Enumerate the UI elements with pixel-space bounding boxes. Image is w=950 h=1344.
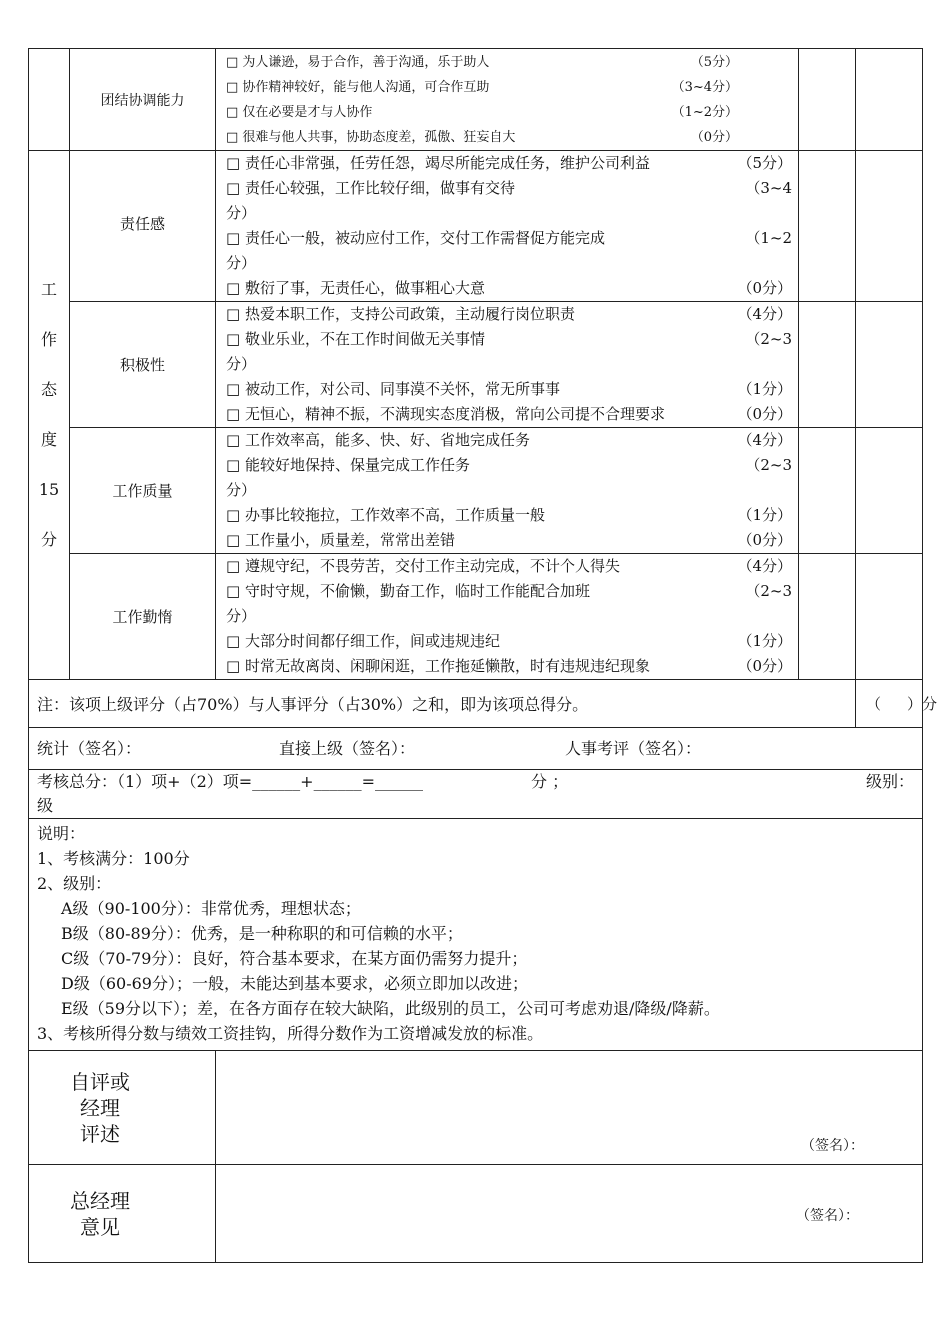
option-points: （5分）	[690, 55, 738, 70]
hr-score-cell[interactable]	[856, 554, 923, 680]
option-row[interactable]	[216, 629, 798, 654]
option-text: □ 守时守规，不偷懒，勤奋工作，临时工作能配合加班	[226, 582, 590, 600]
quality-row	[29, 428, 923, 554]
self-review-label	[29, 1051, 216, 1165]
option-row[interactable]	[216, 151, 798, 176]
self-review-label-line: 评述	[80, 1121, 120, 1146]
option-row[interactable]	[216, 226, 798, 276]
responsibility-options	[216, 151, 799, 302]
option-points: （3~4分）	[671, 80, 738, 95]
option-row[interactable]	[216, 579, 798, 629]
vertical-char: 态	[40, 380, 57, 399]
option-row[interactable]	[216, 75, 798, 100]
hr-signature-label: 人事考评（签名）：	[565, 739, 702, 758]
option-points: （0分）	[737, 657, 792, 675]
signature-row	[29, 728, 923, 770]
level-title: 2、级别：	[37, 874, 112, 893]
option-text: □ 敬业乐业，不在工作时间做无关事情	[226, 330, 485, 348]
gm-opinion-label-line: 总经理	[70, 1188, 130, 1213]
gm-opinion-label	[29, 1165, 216, 1263]
blank-dimension-cell	[29, 49, 70, 151]
option-row[interactable]	[216, 453, 798, 503]
total-row	[29, 770, 923, 819]
option-points: （4分）	[737, 305, 792, 323]
option-points: （2~3	[745, 330, 792, 348]
option-points-cont: 分）	[226, 204, 257, 222]
score-close: ）分	[907, 695, 938, 713]
note-text: 注：该项上级评分（占70%）与人事评分（占30%）之和，即为该项总得分。	[29, 680, 856, 728]
responsibility-row	[29, 151, 923, 302]
vertical-char: 工	[40, 280, 57, 299]
option-points: （0分）	[737, 531, 792, 549]
option-points-cont: 分）	[226, 607, 257, 625]
option-points: （1~2	[745, 229, 792, 247]
option-row[interactable]	[216, 100, 798, 125]
section-score-cell[interactable]	[856, 680, 938, 728]
option-text: □ 责任心一般，被动应付工作，交付工作需督促方能完成	[226, 229, 605, 247]
explanation-cell	[29, 819, 923, 1051]
option-row[interactable]	[216, 402, 798, 427]
option-text: □ 时常无故离岗、闲聊闲逛，工作拖延懒散，时有违规违纪现象	[226, 657, 650, 675]
team-label: 团结协调能力	[70, 49, 216, 151]
score-open: （	[866, 695, 882, 713]
vertical-char: 分	[40, 530, 57, 549]
stats-signature-label: 统计（签名）：	[37, 739, 142, 758]
diligence-row	[29, 554, 923, 680]
self-review-input[interactable]	[216, 1051, 923, 1165]
total-unit: 分 ；	[531, 772, 569, 791]
option-text: □ 仅在必要是才与人协作	[226, 105, 373, 120]
self-review-sign-label: （签名）：	[801, 1138, 864, 1154]
level-label: 级别：	[865, 772, 914, 791]
supervisor-score-cell[interactable]	[799, 554, 856, 680]
self-review-label-line: 自评或	[70, 1069, 130, 1094]
work-attitude-dimension	[29, 151, 70, 680]
option-text: □ 办事比较拖拉，工作效率不高，工作质量一般	[226, 506, 545, 524]
option-text: □ 敷衍了事，无责任心，做事粗心大意	[226, 279, 485, 297]
option-row[interactable]	[216, 176, 798, 226]
quality-label: 工作质量	[70, 428, 216, 554]
option-points-cont: 分）	[226, 355, 257, 373]
initiative-row	[29, 302, 923, 428]
diligence-options	[216, 554, 799, 680]
option-text: □ 工作效率高，能多、快、好、省地完成任务	[226, 431, 530, 449]
option-points: （4分）	[737, 557, 792, 575]
option-row[interactable]	[216, 654, 798, 679]
full-score-item: 1、考核满分：100分	[37, 849, 190, 868]
initiative-options	[216, 302, 799, 428]
option-row[interactable]	[216, 276, 798, 301]
responsibility-label: 责任感	[70, 151, 216, 302]
option-text: □ 大部分时间都仔细工作，间或违规违纪	[226, 632, 500, 650]
self-review-row	[29, 1051, 923, 1165]
initiative-label: 积极性	[70, 302, 216, 428]
hr-score-cell[interactable]	[856, 428, 923, 554]
note-row	[29, 680, 923, 728]
option-row[interactable]	[216, 50, 798, 75]
option-text: □ 被动工作，对公司、同事漠不关怀，常无所事事	[226, 380, 560, 398]
level-a: A级（90-100分）：非常优秀，理想状态；	[61, 899, 361, 918]
gm-opinion-row	[29, 1165, 923, 1263]
hr-score-cell[interactable]	[856, 302, 923, 428]
option-text: □ 责任心较强，工作比较仔细，做事有交待	[226, 179, 515, 197]
quality-options	[216, 428, 799, 554]
option-points-cont: 分）	[226, 254, 257, 272]
option-points: （1分）	[737, 632, 792, 650]
option-points: （2~3	[745, 456, 792, 474]
vertical-char: 15	[38, 480, 60, 499]
option-text: □ 为人谦逊，易于合作，善于沟通，乐于助人	[226, 55, 490, 70]
option-points: （3~4	[745, 179, 792, 197]
option-text: □ 工作量小，质量差，常常出差错	[226, 531, 455, 549]
option-text: □ 热爱本职工作，支持公司政策，主动履行岗位职责	[226, 305, 575, 323]
gm-opinion-label-line: 意见	[80, 1214, 120, 1239]
level-c: C级（70-79分）：良好，符合基本要求，在某方面仍需努力提升；	[61, 949, 528, 968]
option-row[interactable]	[216, 503, 798, 528]
level-d: D级（60-69分）；一般，未能达到基本要求，必须立即加以改进；	[61, 974, 528, 993]
supervisor-signature-label: 直接上级（签名）：	[279, 739, 416, 758]
team-options	[216, 49, 799, 151]
option-text: □ 协作精神较好，能与他人沟通，可合作互助	[226, 80, 490, 95]
total-formula[interactable]: 考核总分：（1）项+（2）项=______+______=______	[37, 772, 423, 791]
hr-score-cell[interactable]	[856, 151, 923, 302]
explanation-row	[29, 819, 923, 1051]
supervisor-score-cell[interactable]	[799, 49, 856, 151]
level-e: E级（59分以下）；差，在各方面存在较大缺陷，此级别的员工，公司可考虑劝退/降级/降薪。	[61, 999, 720, 1018]
option-points: （5分）	[737, 154, 792, 172]
option-row[interactable]	[216, 377, 798, 402]
supervisor-score-cell[interactable]	[799, 151, 856, 302]
option-row[interactable]	[216, 327, 798, 377]
appraisal-table	[28, 48, 938, 1263]
appraisal-form	[28, 48, 938, 1263]
option-row[interactable]	[216, 428, 798, 453]
option-row[interactable]	[216, 125, 798, 150]
option-points: （1分）	[737, 380, 792, 398]
option-text: □ 遵规守纪，不畏劳苦，交付工作主动完成，不计个人得失	[226, 557, 620, 575]
option-row[interactable]	[216, 302, 798, 327]
level-suffix: 级	[37, 796, 54, 815]
option-text: □ 能较好地保持、保量完成工作任务	[226, 456, 470, 474]
signature-cell	[29, 728, 923, 770]
option-points: （1分）	[737, 506, 792, 524]
vertical-char: 度	[40, 430, 57, 449]
option-points: （0分）	[737, 405, 792, 423]
option-points-cont: 分）	[226, 481, 257, 499]
total-cell	[29, 770, 923, 819]
item-3: 3、考核所得分数与绩效工资挂钩，所得分数作为工资增减发放的标准。	[37, 1024, 544, 1043]
option-points: （1~2分）	[671, 105, 738, 120]
team-row	[29, 49, 923, 151]
option-text: □ 责任心非常强，任劳任怨，竭尽所能完成任务，维护公司利益	[226, 154, 650, 172]
option-points: （4分）	[737, 431, 792, 449]
option-points: （0分）	[737, 279, 792, 297]
option-row[interactable]	[216, 528, 798, 553]
option-points: （0分）	[690, 130, 738, 145]
option-text: □ 很难与他人共事，协助态度差，孤傲、狂妄自大	[226, 130, 516, 145]
explanation-title: 说明：	[37, 824, 86, 843]
option-text: □ 无恒心，精神不振，不满现实态度消极，常向公司提不合理要求	[226, 405, 665, 423]
gm-opinion-sign-label: （签名）：	[796, 1208, 859, 1224]
supervisor-score-cell[interactable]	[799, 302, 856, 428]
gm-opinion-input[interactable]	[216, 1165, 923, 1263]
vertical-char: 作	[40, 330, 57, 349]
diligence-label: 工作勤惰	[70, 554, 216, 680]
supervisor-score-cell[interactable]	[799, 428, 856, 554]
option-points: （2~3	[745, 582, 792, 600]
option-row[interactable]	[216, 554, 798, 579]
self-review-label-line: 经理	[80, 1095, 120, 1120]
hr-score-cell[interactable]	[856, 49, 923, 151]
level-b: B级（80-89分）：优秀，是一种称职的和可信赖的水平；	[61, 924, 463, 943]
